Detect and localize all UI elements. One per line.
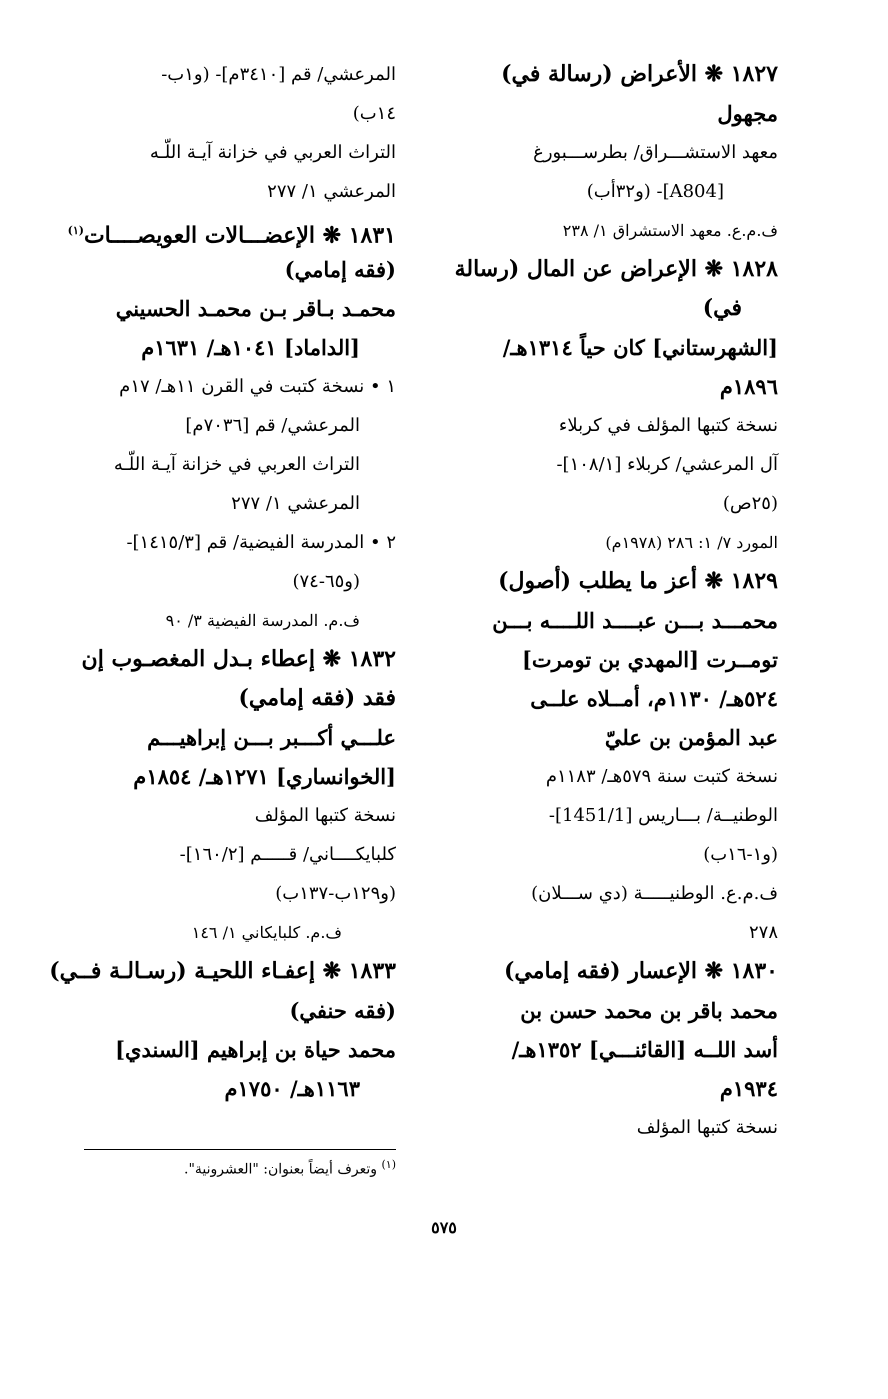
entry-line xyxy=(56,835,396,874)
right-column xyxy=(438,55,778,1147)
entry-author xyxy=(56,328,396,367)
entry-line xyxy=(438,484,778,523)
line-text: عبد المؤمن بن عليّ xyxy=(604,725,778,750)
line-text: ف.م.ع. الوطنيـــــة (دي ســـلان) xyxy=(531,883,778,904)
entry-author xyxy=(438,640,778,679)
line-text: محمد باقر بن محمد حسن بن xyxy=(520,998,778,1023)
line-text: ١٨٣٠ ❋ الإعسار (فقه إمامي) xyxy=(503,958,778,984)
entry-author xyxy=(56,718,396,757)
entry-line xyxy=(438,796,778,835)
line-text: نسخة كتبت سنة ٥٧٩هـ/ ١١٨٣م xyxy=(545,766,778,787)
line-text: علـــي أكـــبر بـــن إبراهيـــم xyxy=(147,725,396,750)
entry-line xyxy=(56,874,396,913)
line-text: (و١-١٦ب) xyxy=(703,844,778,865)
entry-line xyxy=(56,523,396,562)
entry-line xyxy=(56,367,396,406)
line-text: ١١٦٣هـ/ ١٧٥٠م xyxy=(224,1076,360,1101)
line-text: آل المرعشي/ كربلاء [١٠٨/١]- xyxy=(556,454,778,475)
entry-author xyxy=(56,1030,396,1069)
line-text: ١٨٢٩ ❋ أعز ما يطلب (أصول) xyxy=(498,568,778,594)
line-text: المرعشي ١/ ٢٧٧ xyxy=(267,181,396,202)
line-text: تومــرت [المهدي بن تومرت] xyxy=(521,647,778,672)
entry-title xyxy=(438,55,778,94)
line-text: [A804]- (و٣٢أب) xyxy=(586,181,724,202)
line-text: نسخة كتبها المؤلف xyxy=(636,1117,778,1138)
line-text: التراث العربي في خزانة آيـة اللّـه xyxy=(113,454,360,475)
entry-author xyxy=(56,757,396,796)
entry-author xyxy=(56,250,396,289)
line-text: المورد ٧/ ١: ٢٨٦ (١٩٧٨م) xyxy=(605,533,778,552)
entry-line xyxy=(438,757,778,796)
line-text: [الشهرستاني] كان حياً ١٣١٤هـ/ xyxy=(502,335,778,360)
entry-line xyxy=(56,55,396,94)
footnote xyxy=(76,1154,396,1181)
line-text: محمد حياة بن إبراهيم [السندي] xyxy=(115,1037,396,1062)
entry-line xyxy=(56,562,396,601)
entry-line xyxy=(438,874,778,913)
entry-line xyxy=(56,94,396,133)
entry-author xyxy=(438,679,778,718)
entry-line xyxy=(56,484,396,523)
entry-author xyxy=(56,289,396,328)
entry-reference xyxy=(438,523,778,562)
line-text: ١ • نسخة كتبت في القرن ١١هـ/ ١٧م xyxy=(119,376,396,397)
line-text: [الخوانساري] ١٢٧١هـ/ ١٨٥٤م xyxy=(133,764,396,789)
line-text: ٥٢٤هـ/ ١١٣٠م، أمــلاه علــى xyxy=(530,686,778,711)
line-text: (٢٥ص) xyxy=(722,493,778,514)
left-column xyxy=(49,55,396,1108)
line-text: المرعشي/ قم [٣٤١٠م]- (و١ب- xyxy=(161,64,396,85)
entry-line xyxy=(438,133,778,172)
line-text: ١٩٣٤م xyxy=(719,1076,778,1101)
entry-title xyxy=(56,679,396,718)
line-text: نسخة كتبها المؤلف في كربلاء xyxy=(558,415,778,436)
entry-reference xyxy=(438,211,778,250)
line-text: محمـــد بـــن عبــــد اللــــه بـــن xyxy=(492,608,778,633)
line-text: كلبايكــــاني/ قـــــم [١٦٠/٢]- xyxy=(179,844,396,865)
entry-line xyxy=(56,406,396,445)
entry-author xyxy=(438,1030,778,1069)
entry-title xyxy=(438,562,778,601)
entry-author xyxy=(438,367,778,406)
line-text: الوطنيــة/ بـــاريس [1451/1]- xyxy=(548,805,778,826)
line-text: ١٨٣٣ ❋ إعفـاء اللحيـة (رسـالـة فــي) xyxy=(49,958,396,984)
footnote-marker: (١) xyxy=(381,1158,396,1171)
line-text: ف.م. المدرسة الفيضية ٣/ ٩٠ xyxy=(165,611,360,630)
entry-author xyxy=(438,1069,778,1108)
entry-author xyxy=(438,991,778,1030)
line-text: ف.م.ع. معهد الاستشراق ١/ ٢٣٨ xyxy=(562,221,778,240)
entry-line xyxy=(56,172,396,211)
line-text: ١٨٣١ ❋ الإعضـــالات العويصــــات xyxy=(83,222,396,249)
line-text: (فقه حنفي) xyxy=(289,998,396,1023)
entry-line xyxy=(438,406,778,445)
entry-author xyxy=(438,94,778,133)
entry-author xyxy=(438,601,778,640)
entry-title xyxy=(49,952,396,991)
line-text: [الداماد] ١٠٤١هـ/ ١٦٣١م xyxy=(141,335,360,360)
line-text: المرعشي ١/ ٢٧٧ xyxy=(231,493,360,514)
entry-title xyxy=(56,211,396,250)
line-text: التراث العربي في خزانة آيـة اللّـه xyxy=(149,142,396,163)
line-text: معهد الاستشـــراق/ بطرســـبورغ xyxy=(533,142,778,163)
entry-author xyxy=(438,718,778,757)
line-text: ١٨٩٦م xyxy=(719,374,778,399)
line-text: في) xyxy=(702,295,742,321)
entry-title xyxy=(438,952,778,991)
footnote-divider xyxy=(84,1149,396,1150)
page-number: ٥٧٥ xyxy=(431,1218,457,1237)
line-text: أسد اللــه [القائنـــي] ١٣٥٢هـ/ xyxy=(511,1037,778,1062)
entry-title xyxy=(438,289,778,328)
line-text: (و١٢٩ب-١٣٧ب) xyxy=(275,883,396,904)
line-text: ١٨٣٢ ❋ إعطاء بـدل المغصـوب إن xyxy=(81,646,396,672)
entry-line xyxy=(438,835,778,874)
line-text: المرعشي/ قم [٧٠٣٦م] xyxy=(185,415,360,436)
entry-title xyxy=(56,640,396,679)
entry-title xyxy=(438,250,778,289)
entry-line xyxy=(56,445,396,484)
entry-author xyxy=(56,991,396,1030)
line-text: (و٦٥-٧٤) xyxy=(292,571,360,592)
entry-line xyxy=(56,133,396,172)
line-text: ١٨٢٧ ❋ الأعراض (رسالة في) xyxy=(501,61,778,87)
line-text: ف.م. كلبايكاني ١/ ١٤٦ xyxy=(191,923,342,942)
line-text: ١٨٢٨ ❋ الإعراض عن المال (رسالة xyxy=(454,256,778,282)
entry-author xyxy=(438,328,778,367)
entry-reference xyxy=(56,913,396,952)
entry-line xyxy=(438,172,778,211)
entry-line xyxy=(438,445,778,484)
entry-line xyxy=(56,796,396,835)
line-text: نسخة كتبها المؤلف xyxy=(254,805,396,826)
line-text: ٢٧٨ xyxy=(748,922,778,943)
line-text: مجهول xyxy=(717,101,778,126)
entry-line xyxy=(438,1108,778,1147)
line-text: محمـد بـاقر بـن محمـد الحسيني xyxy=(115,296,396,321)
entry-line xyxy=(438,913,778,952)
line-text: فقد (فقه إمامي) xyxy=(238,685,396,711)
entry-author xyxy=(56,1069,396,1108)
entry-reference xyxy=(56,601,396,640)
line-text: (فقه إمامي) xyxy=(284,257,396,282)
line-text: ١٤ب) xyxy=(352,103,396,124)
line-text: ٢ • المدرسة الفيضية/ قم [١٤١٥/٣]- xyxy=(126,532,396,553)
footnote-text: وتعرف أيضاً بعنوان: "العشرونية". xyxy=(184,1161,378,1178)
footnote-reference: (١) xyxy=(67,224,84,237)
